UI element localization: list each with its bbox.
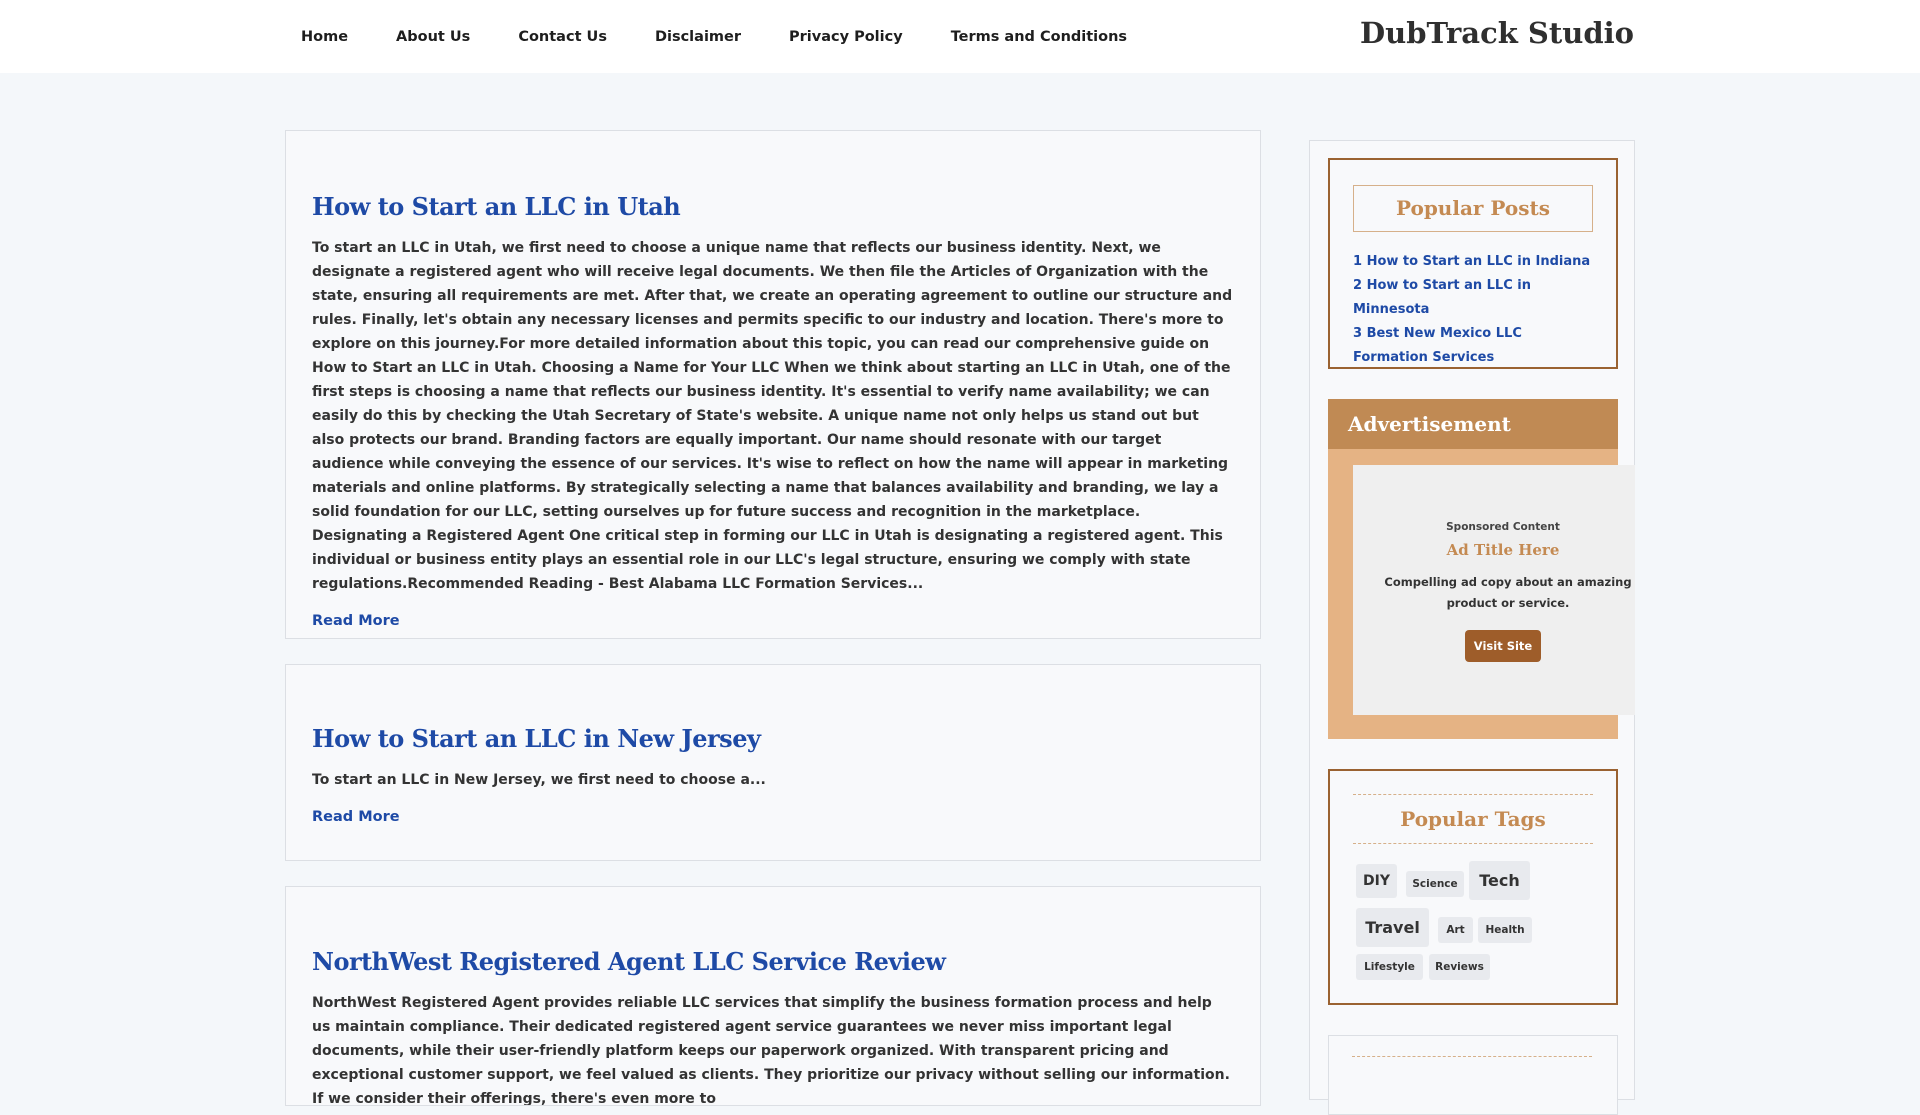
read-more-link[interactable]: Read More — [312, 613, 400, 629]
sidebar-widget — [1328, 1035, 1618, 1115]
advertisement-header: Advertisement — [1328, 399, 1618, 449]
tag-science[interactable]: Science — [1406, 871, 1464, 897]
popular-tags-title: Popular Tags — [1353, 794, 1593, 844]
nav-disclaimer-link[interactable]: Disclaimer — [654, 28, 742, 45]
ad-copy: Compelling ad copy about an amazing product or service. — [1384, 575, 1632, 610]
popular-post-link[interactable]: 3 Best New Mexico LLC Formation Services — [1353, 326, 1522, 365]
tag-tech[interactable]: Tech — [1469, 861, 1530, 900]
popular-tags-widget — [1328, 769, 1618, 1005]
sidebar — [1309, 140, 1635, 1100]
tag-art[interactable]: Art — [1438, 917, 1473, 943]
nav-contact-link[interactable]: Contact Us — [518, 28, 607, 45]
tag-reviews[interactable]: Reviews — [1429, 954, 1490, 980]
tag-health[interactable]: Health — [1478, 917, 1532, 943]
visit-site-button[interactable]: Visit Site — [1465, 630, 1541, 662]
post-title[interactable]: NorthWest Registered Agent LLC Service Review — [312, 947, 946, 976]
popular-post-link[interactable]: 1 How to Start an LLC in Indiana — [1353, 254, 1591, 269]
nav-home-link[interactable]: Home — [301, 28, 349, 45]
post-title[interactable]: How to Start an LLC in Utah — [312, 192, 681, 221]
nav-privacy-link[interactable]: Privacy Policy — [789, 28, 903, 45]
site-brand[interactable]: DubTrack Studio — [1360, 16, 1634, 50]
ad-title: Ad Title Here — [1446, 541, 1560, 559]
main-nav — [301, 0, 1175, 73]
post-card — [285, 886, 1261, 1106]
nav-terms-link[interactable]: Terms and Conditions — [950, 28, 1128, 45]
tag-travel[interactable]: Travel — [1356, 908, 1429, 947]
popular-posts-widget — [1328, 158, 1618, 369]
popular-posts-list — [1353, 250, 1598, 370]
post-title[interactable]: How to Start an LLC in New Jersey — [312, 724, 761, 753]
widget-title-divider — [1352, 1056, 1592, 1107]
read-more-link[interactable]: Read More — [312, 809, 400, 825]
post-excerpt: NorthWest Registered Agent provides reliable LLC services that simplify the business formation process and help us maintain compliance. Their dedicated registered agent service guarantees we never miss important legal documents, while their user-friendly platform keeps our paperwork organized. With transparent pricing and exceptional customer support, we feel valued as clients. They prioritize our privacy without selling our information. If we consider their offerings, there's even more to — [312, 995, 1230, 1106]
ad-card[interactable] — [1353, 465, 1635, 715]
post-excerpt: To start an LLC in Utah, we first need to choose a unique name that reflects our business identity. Next, we designate a registered agent who will receive legal documents. We then file the Articles of Organization with the state, ensuring all requirements are met. After that, we create an operating agreement to outline our structure and rules. Finally, let's obtain any necessary licenses and permits specific to our industry and location. There's more to explore on this journey.For more detailed information about this topic, you can read our comprehensive guide on How to Start an LLC in Utah. Choosing a Name for Your LLC When we think about starting an LLC in Utah, one of the first steps is choosing a name that reflects our business identity. It's essential to verify name availability; we can easily do this by checking the Utah Secretary of State's website. A unique name not only helps us stand out but also protects our brand. Branding factors are equally important. Our name should resonate with our target audience while conveying the essence of our services. It's wise to reflect on how the name will appear in marketing materials and online platforms. By strategically selecting a name that balances availability and branding, we lay a solid foundation for our LLC, setting ourselves up for future success and recognition in the marketplace. Designating a Registered Agent One critical step in forming our LLC in Utah is designating a registered agent. This individual or business entity plays an essential role in our LLC's legal structure, ensuring we comply with state regulations.Recommended Reading - Best Alabama LLC Formation Services... — [312, 240, 1233, 592]
post-excerpt: To start an LLC in New Jersey, we first need to choose a... — [312, 772, 766, 788]
tag-diy[interactable]: DIY — [1356, 864, 1397, 898]
post-card — [285, 130, 1261, 639]
post-card — [285, 664, 1261, 861]
advertisement-widget — [1328, 399, 1632, 739]
popular-posts-title: Popular Posts — [1353, 185, 1593, 232]
top-navigation-bar — [0, 0, 1920, 73]
nav-about-link[interactable]: About Us — [396, 28, 471, 45]
sponsored-label: Sponsored Content — [1446, 521, 1560, 533]
popular-post-link[interactable]: 2 How to Start an LLC in Minnesota — [1353, 278, 1531, 317]
tag-lifestyle[interactable]: Lifestyle — [1356, 954, 1423, 980]
